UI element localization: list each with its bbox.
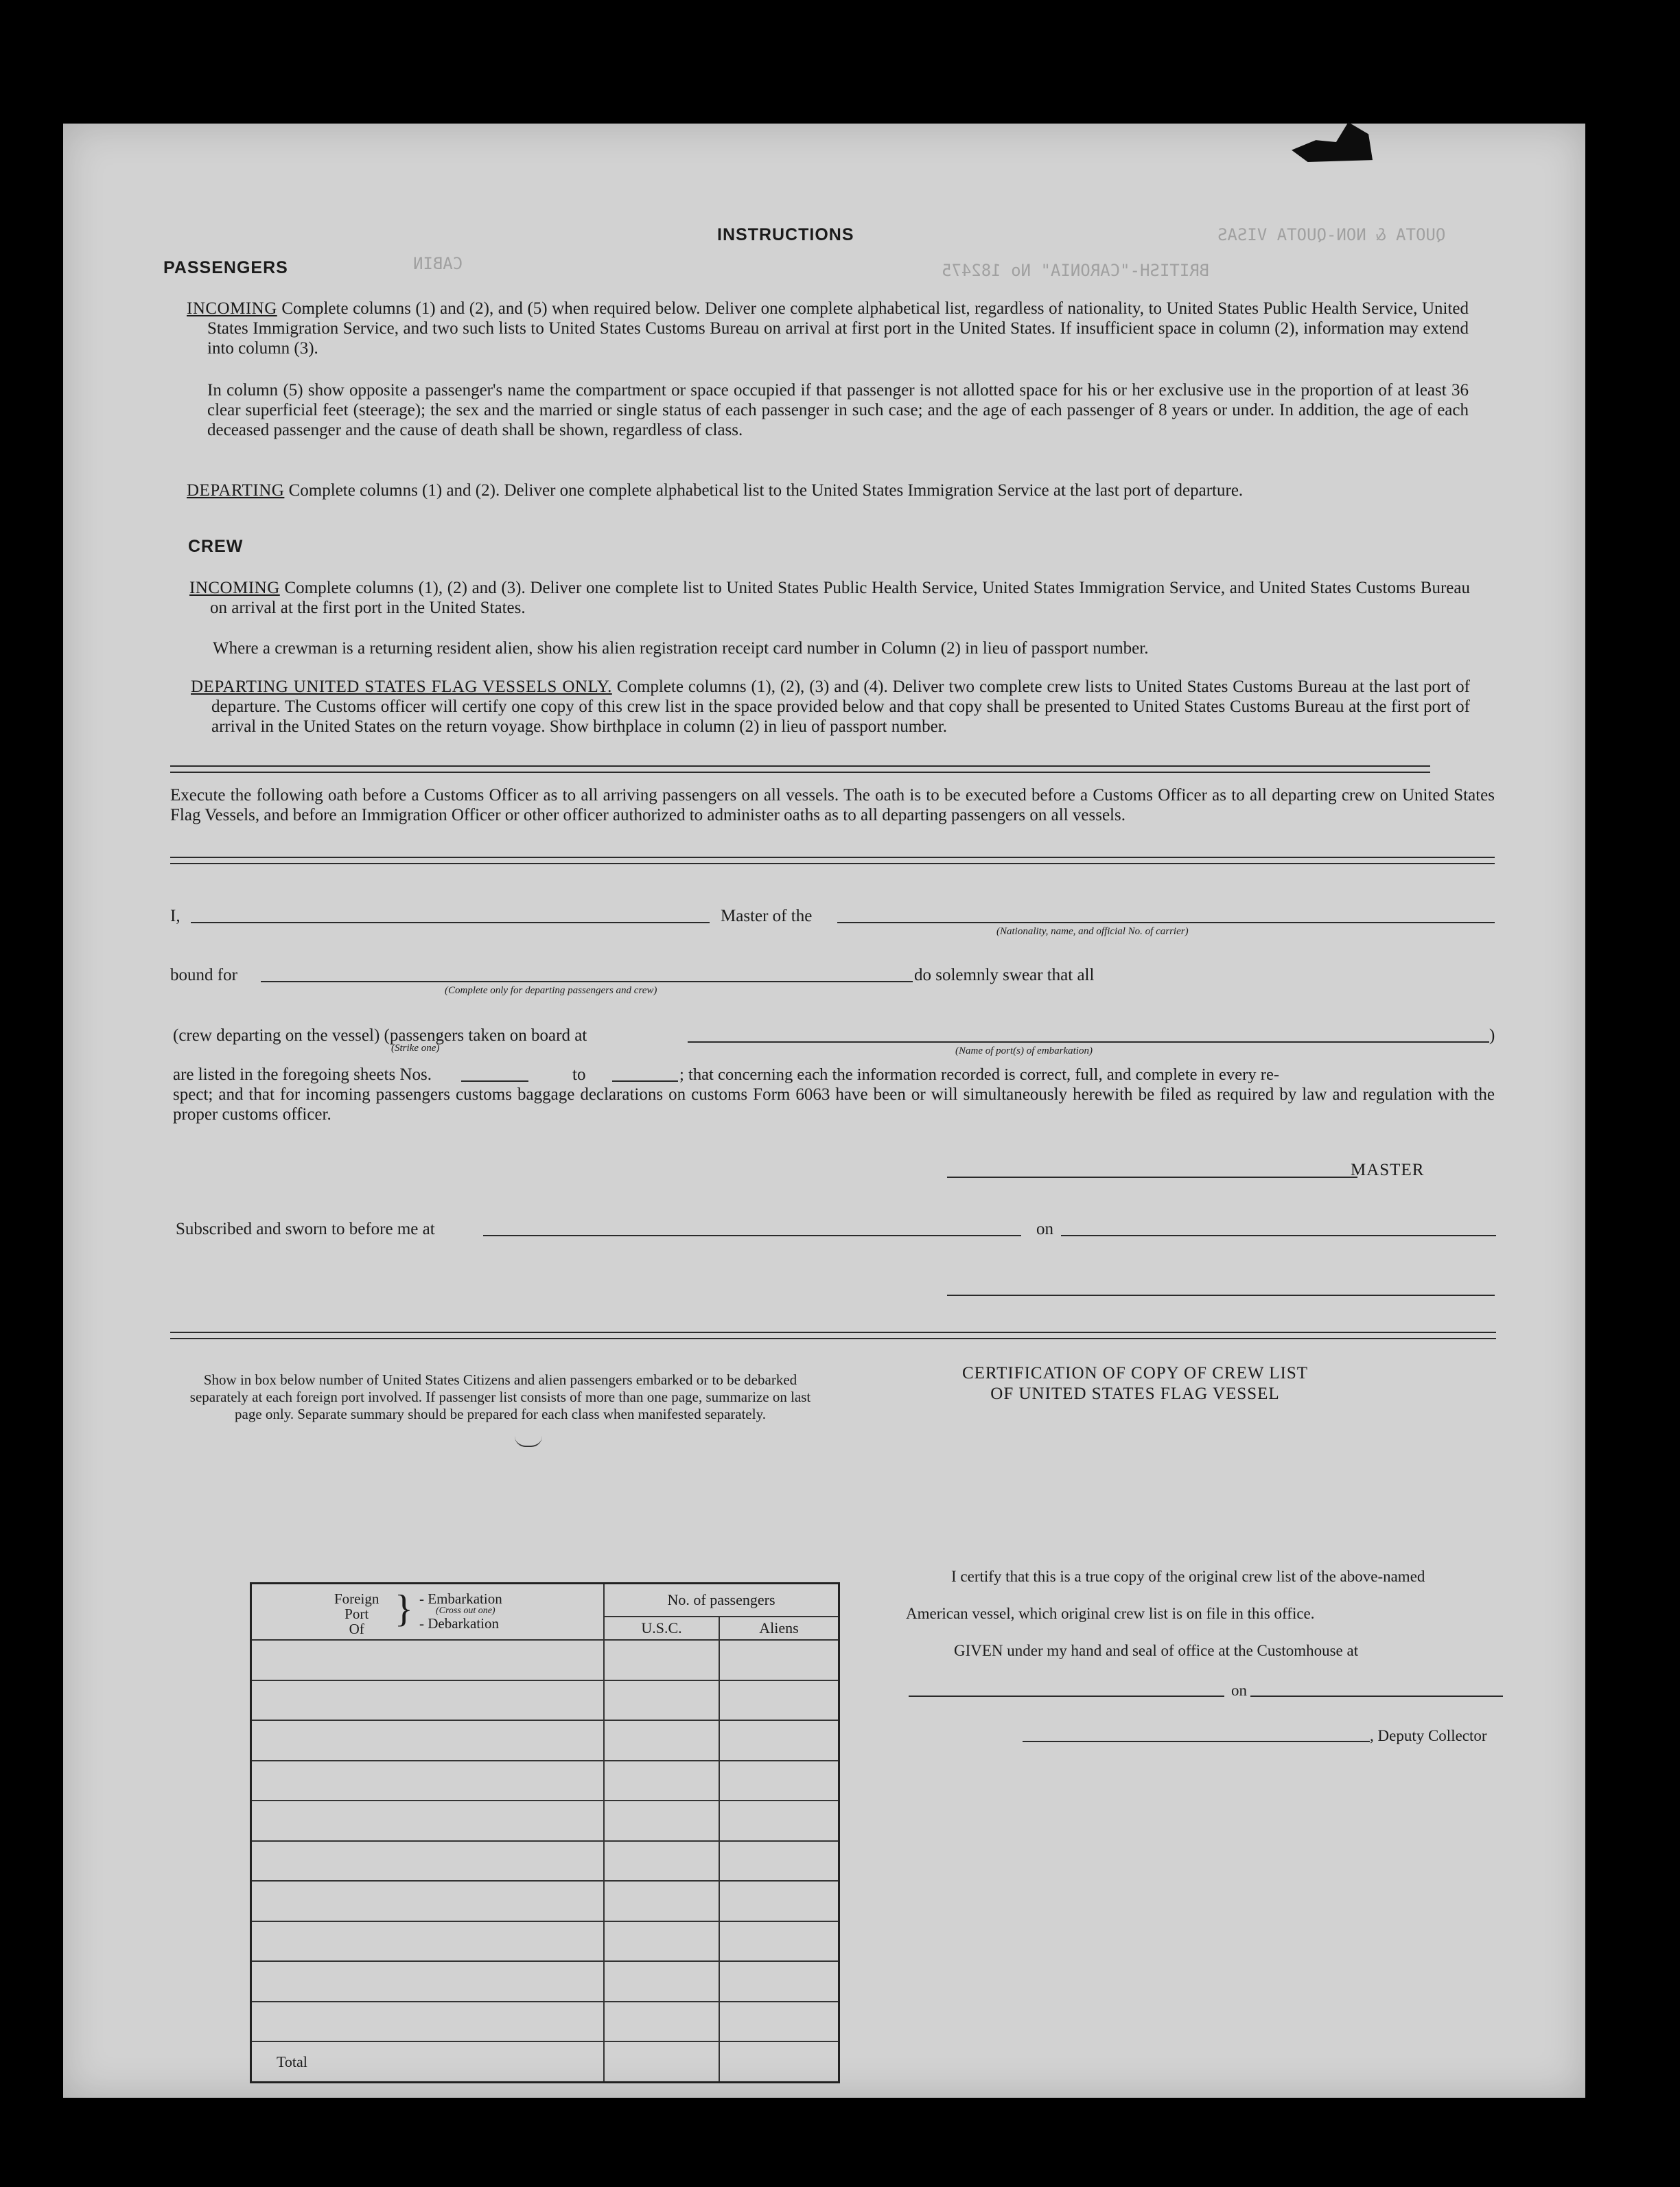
listed-text-3: spect; and that for incoming passengers customs baggage declarations on customs Form 6063 have been or will simultaneously herewith be filed as required by law and regulation with the proper customs officer. <box>173 1085 1495 1124</box>
crew-departing-label: (crew departing on the vessel) (passengers taken on board at <box>173 1026 587 1045</box>
passenger-summary-table <box>250 1582 840 2083</box>
officer-signature-line <box>947 1295 1495 1296</box>
certification-title-line1: CERTIFICATION OF COPY OF CREW LIST <box>961 1364 1309 1382</box>
master-name-line <box>191 922 710 923</box>
table-row <box>251 1640 839 1680</box>
certify-line-1: I certify that this is a true copy of the original crew list of the above-named <box>951 1568 1425 1585</box>
brace-icon: } <box>395 1588 413 1630</box>
table-row <box>251 1881 839 1921</box>
crew-resident-paragraph: Where a crewman is a returning resident alien, show his alien registration receipt card number in Column (2) in lieu of passport number. <box>213 639 1149 658</box>
document-page <box>63 124 1585 2098</box>
table-row <box>251 1921 839 1962</box>
aliens-header: Aliens <box>719 1617 839 1640</box>
bound-for-caption: (Complete only for departing passengers and crew) <box>445 985 657 996</box>
customhouse-line <box>909 1696 1224 1697</box>
cross-out-caption: (Cross out one) <box>436 1606 495 1616</box>
crew-departing-text: Complete columns (1), (2), (3) and (4). Deliver two complete crew lists to United States Customs Bureau at the last port of departure. The Customs officer will certify one copy of this crew list in the space provided below and that copy shall be presented to United States Customs Bureau at the first port of arrival in the United States on the return voyage. Show birthplace in column (2) in lieu of passport number. <box>211 678 1470 736</box>
close-paren: ) <box>1489 1026 1495 1045</box>
nationality-caption: (Nationality, name, and official No. of carrier) <box>996 926 1189 937</box>
swear-label: do solemnly swear that all <box>914 966 1095 984</box>
passengers-departing-text: Complete columns (1) and (2). Deliver one complete alphabetical list to the United States Immigration Service at the last port of departure. <box>288 481 1244 500</box>
strike-one-caption: (Strike one) <box>391 1043 440 1054</box>
passengers-departing-label: DEPARTING <box>187 481 285 500</box>
bound-for-label: bound for <box>170 966 237 984</box>
listed-text-2: ; that concerning each the information recorded is correct, full, and complete in every re- <box>679 1065 1280 1084</box>
embarkation-label: - Embarkation <box>419 1590 502 1607</box>
deputy-collector-label: , Deputy Collector <box>1370 1727 1487 1744</box>
table-row <box>251 2002 839 2042</box>
bleed-through-top-right: QUOTA & NON-QUOTA VISAS <box>1217 225 1446 244</box>
table-row <box>251 1961 839 2002</box>
certification-title <box>881 1363 1389 1404</box>
crew-departing-paragraph <box>191 677 1470 737</box>
ports-line <box>688 1041 1489 1043</box>
summary-note: Show in box below number of United States Citizens and alien passengers embarked or to be debarked separately at each foreign port involved. If passenger list consists of more than one page, summarize on last page only. Separate summary should be prepared for each class when manifested separately. <box>189 1372 811 1422</box>
of-label: Of <box>349 1621 364 1637</box>
table-row <box>251 1720 839 1761</box>
total-row <box>251 2041 839 2082</box>
section-divider <box>170 765 1430 773</box>
bleed-through-cabin: CABIN <box>413 254 463 273</box>
certification-date-line <box>1250 1696 1503 1697</box>
foreign-port-header-cell <box>251 1584 605 1641</box>
sheet-to-line <box>612 1080 678 1082</box>
bound-for-line <box>261 981 913 982</box>
crew-incoming-text: Complete columns (1), (2) and (3). Deliver one complete list to United States Public Health Service, United States Immigration Service, and United States Customs Bureau on arrival at the first port in the United States. <box>210 579 1470 617</box>
foreign-label: Foreign <box>334 1590 380 1607</box>
certify-line-2: American vessel, which original crew list is on file in this office. <box>906 1605 1315 1622</box>
oath-i-label: I, <box>170 907 180 925</box>
bleed-through-vessel: BRITISH-"CARONIA" No 182475 <box>942 261 1210 280</box>
listed-to-label: to <box>572 1065 586 1084</box>
passengers-incoming-text: Complete columns (1) and (2), and (5) when required below. Deliver one complete alphabetical list, regardless of nationality, to United States Public Health Service, United States Immigration Service, and two such lists to United States Customs Bureau on arrival at first port in the United States. If insufficient space in column (2), information may extend into column (3). <box>207 299 1469 358</box>
listed-text-1: are listed in the foregoing sheets Nos. <box>173 1065 432 1084</box>
ports-caption: (Name of port(s) of embarkation) <box>955 1045 1093 1056</box>
no-passengers-header: No. of passengers <box>604 1584 839 1617</box>
master-signature-line <box>947 1177 1357 1178</box>
table-row <box>251 1801 839 1841</box>
deputy-signature-line <box>1023 1741 1370 1742</box>
brace-mark <box>515 1436 542 1447</box>
certification-title-line2: OF UNITED STATES FLAG VESSEL <box>990 1385 1280 1403</box>
subscribed-label: Subscribed and sworn to before me at <box>176 1220 435 1238</box>
sheet-from-line <box>461 1080 528 1082</box>
passengers-incoming-paragraph <box>187 299 1469 358</box>
carrier-line <box>837 922 1495 923</box>
subscribed-date-line <box>1061 1235 1496 1236</box>
certification-on-label: on <box>1231 1682 1247 1699</box>
table-row <box>251 1761 839 1801</box>
passengers-incoming-label: INCOMING <box>187 299 277 318</box>
master-label: MASTER <box>1351 1161 1425 1179</box>
given-line: GIVEN under my hand and seal of office at the Customhouse at <box>954 1642 1359 1659</box>
subscribed-place-line <box>483 1235 1021 1236</box>
table-row <box>251 1841 839 1882</box>
table-row <box>251 1680 839 1721</box>
total-label: Total <box>251 2041 605 2082</box>
crew-incoming-paragraph <box>189 578 1470 618</box>
subscribed-on-label: on <box>1036 1220 1053 1238</box>
passengers-heading: PASSENGERS <box>163 258 288 277</box>
lower-divider <box>170 1332 1496 1339</box>
oath-intro: Execute the following oath before a Customs Officer as to all arriving passengers on all vessels. The oath is to be executed before a Customs Officer as to all departing crew on United States Flag Vessels, and before an Immigration Officer or other officer authorized to administer oaths as to all departing passengers on all vessels. <box>170 786 1495 824</box>
instructions-heading: INSTRUCTIONS <box>717 225 854 244</box>
master-of-the-label: Master of the <box>721 907 813 925</box>
passengers-column5-paragraph: In column (5) show opposite a passenger's name the compartment or space occupied if that passenger is not allotted space for his or her exclusive use in the proportion of at least 36 clear superficial feet (steerage); the sex and the married or single status of each passenger in such case; and the age of each passenger of 8 years or under. In addition, the age of each deceased passenger and the cause of death shall be shown, regardless of class. <box>207 381 1469 439</box>
debarkation-label: - Debarkation <box>419 1615 500 1632</box>
usc-header: U.S.C. <box>604 1617 719 1640</box>
crew-incoming-label: INCOMING <box>189 579 280 597</box>
oath-divider <box>170 857 1495 864</box>
crew-heading: CREW <box>188 537 244 556</box>
passengers-departing-paragraph <box>187 481 1469 500</box>
port-label: Port <box>345 1606 369 1622</box>
crew-departing-label: DEPARTING UNITED STATES FLAG VESSELS ONLY. <box>191 678 612 696</box>
